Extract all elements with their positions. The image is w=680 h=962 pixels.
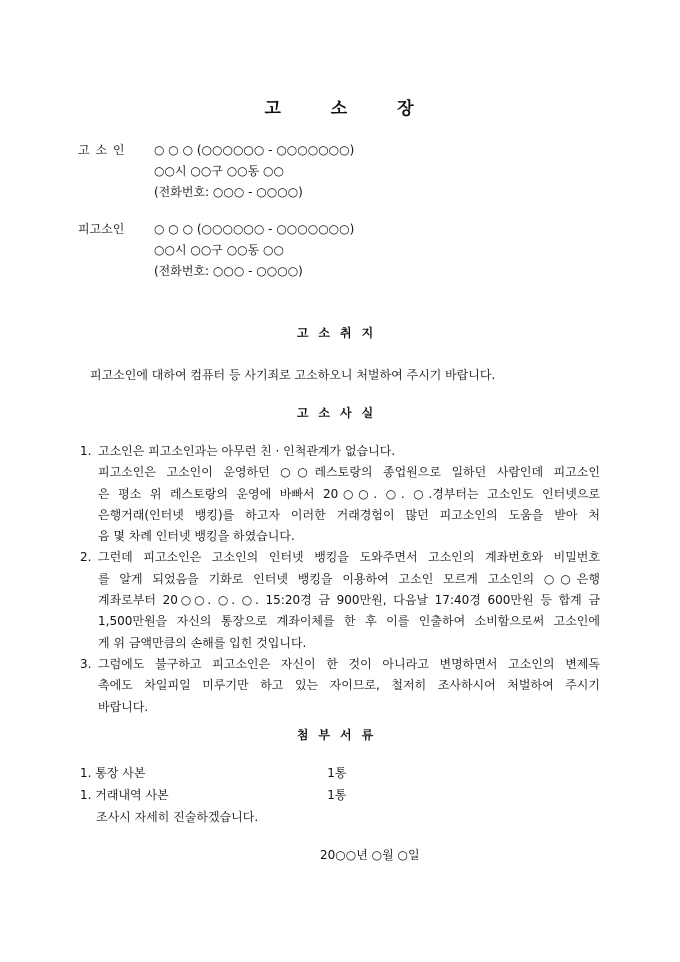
fact-item-1 — [80, 441, 600, 547]
purpose-heading: 고소취지 — [296, 326, 384, 340]
fact-line: 고소인은 피고소인과는 아무런 친 · 인척관계가 없습니다. — [98, 444, 396, 458]
defendant-phone: (전화번호: ○○○ - ○○○○) — [154, 264, 303, 278]
fact-line: 피고소인은 고소인이 운영하던 ○○레스토랑의 종업원으로 일하던 사람인데 피고소인 — [98, 465, 600, 480]
fact-line: 계좌로부터 20○○. ○. ○. 15:20경 금 900만원, 다음날 17:40경 600만원 등 합계 금 — [98, 593, 600, 608]
fact-line: 촉에도 차일피일 미루기만 하고 있는 자이므로, 철저히 조사하시어 처벌하여 주시기 — [98, 678, 600, 693]
complainant-role-label: 고 소 인 — [78, 143, 125, 157]
fact-line: 음 몇 차례 인터넷 뱅킹을 하였습니다. — [98, 529, 295, 544]
fact-line: 그럼에도 불구하고 피고소인은 자신이 한 것이 아니라고 변명하면서 고소인의 변제독 — [98, 656, 600, 671]
attachment-number: 1. — [80, 788, 92, 802]
fact-line: 그런데 피고소인은 고소인의 인터넷 뱅킹을 도와주면서 고소인의 계좌번호와 비밀번호 — [98, 550, 600, 565]
attachment-name: 거래내역 사본 — [95, 788, 169, 802]
complainant-address: ○○시 ○○구 ○○동 ○○ — [154, 164, 284, 178]
defendant-name: ○ ○ ○ (○○○○○○ - ○○○○○○○) — [154, 222, 355, 236]
attachments-heading: 첨부서류 — [296, 728, 384, 742]
purpose-text: 피고소인에 대하여 컴퓨터 등 사기죄로 고소하오니 처벌하여 주시기 바랍니다. — [90, 368, 496, 382]
complainant-name: ○ ○ ○ (○○○○○○ - ○○○○○○○) — [154, 143, 355, 157]
fact-line: 게 위 금액만큼의 손해를 입힌 것입니다. — [98, 635, 307, 650]
attachment-name: 통장 사본 — [95, 766, 146, 780]
attachment-count: 1통 — [327, 766, 347, 780]
fact-line: 바랍니다. — [98, 699, 149, 714]
complainant-phone: (전화번호: ○○○ - ○○○○) — [154, 185, 303, 199]
fact-number: 1. — [80, 444, 92, 458]
fact-line: 은행거래(인터넷 뱅킹)를 하고자 이러한 거래경험이 많던 피고소인의 도움을 받아 처 — [98, 507, 600, 522]
attachment-count: 1통 — [327, 788, 347, 802]
fact-number: 2. — [80, 550, 92, 565]
fact-line: 은 평소 위 레스토랑의 운영에 바빠서 20○○. ○. ○.경부터는 고소인도 인터넷으로 — [98, 486, 600, 501]
document-date: 20○○년 ○월 ○일 — [320, 848, 420, 862]
facts-list — [80, 441, 600, 718]
attachment-item — [80, 784, 347, 806]
complainant-block — [78, 140, 354, 203]
attachments-list — [80, 762, 347, 828]
defendant-block — [78, 219, 354, 282]
fact-line: 를 알게 되었음을 기화로 인터넷 뱅킹을 이용하여 고소인 모르게 고소인의 ○○은행 — [98, 571, 600, 586]
fact-item-3 — [80, 654, 600, 718]
attachments-note: 조사시 자세히 진술하겠습니다. — [96, 810, 259, 824]
attachment-number: 1. — [80, 766, 92, 780]
defendant-address: ○○시 ○○구 ○○동 ○○ — [154, 243, 284, 257]
facts-heading: 고소사실 — [296, 406, 384, 420]
fact-number: 3. — [80, 656, 92, 671]
attachment-item — [80, 762, 347, 784]
defendant-role-label: 피고소인 — [78, 222, 125, 236]
document-title: 고 소 장 — [264, 99, 416, 119]
fact-item-2 — [80, 547, 600, 653]
fact-line: 1,500만원을 자신의 통장으로 계좌이체를 한 후 이를 인출하여 소비함으로써 고소인에 — [98, 614, 600, 629]
